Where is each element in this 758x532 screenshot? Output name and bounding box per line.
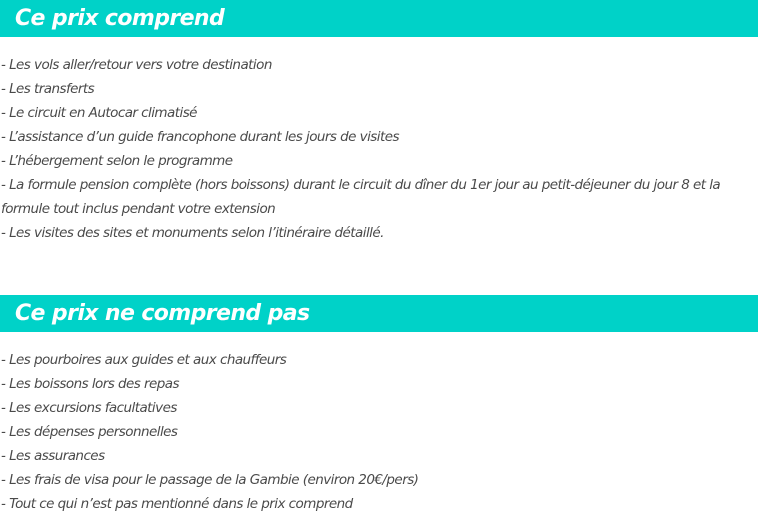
list-item: - Les boissons lors des repas: [1, 376, 179, 392]
list-item: - Les dépenses personnelles: [1, 424, 178, 440]
price-excludes-heading: Ce prix ne comprend pas: [0, 295, 758, 332]
list-item: - La formule pension complète (hors boissons) durant le circuit du dîner du 1er jour au petit-déjeuner du jour 8 et la formule tout inclus pendant votre extension: [1, 177, 721, 217]
list-item: - L’hébergement selon le programme: [1, 153, 233, 169]
list-item: - Le circuit en Autocar climatisé: [1, 105, 197, 121]
list-item: - Les excursions facultatives: [1, 400, 177, 416]
list-item: - Tout ce qui n’est pas mentionné dans le prix comprend: [1, 496, 353, 512]
price-includes-list: [0, 53, 758, 245]
price-includes-heading: Ce prix comprend: [0, 0, 758, 37]
price-includes-section: [0, 0, 758, 245]
list-item: - Les vols aller/retour vers votre destination: [1, 57, 272, 73]
list-item: - L’assistance d’un guide francophone durant les jours de visites: [1, 129, 399, 145]
list-item: - Les transferts: [1, 81, 95, 97]
price-excludes-list: [0, 348, 758, 516]
list-item: - Les frais de visa pour le passage de la Gambie (environ 20€/pers): [1, 472, 419, 488]
list-item: - Les visites des sites et monuments selon l’itinéraire détaillé.: [1, 225, 384, 241]
list-item: - Les pourboires aux guides et aux chauffeurs: [1, 352, 287, 368]
price-excludes-section: [0, 295, 758, 516]
list-item: - Les assurances: [1, 448, 105, 464]
